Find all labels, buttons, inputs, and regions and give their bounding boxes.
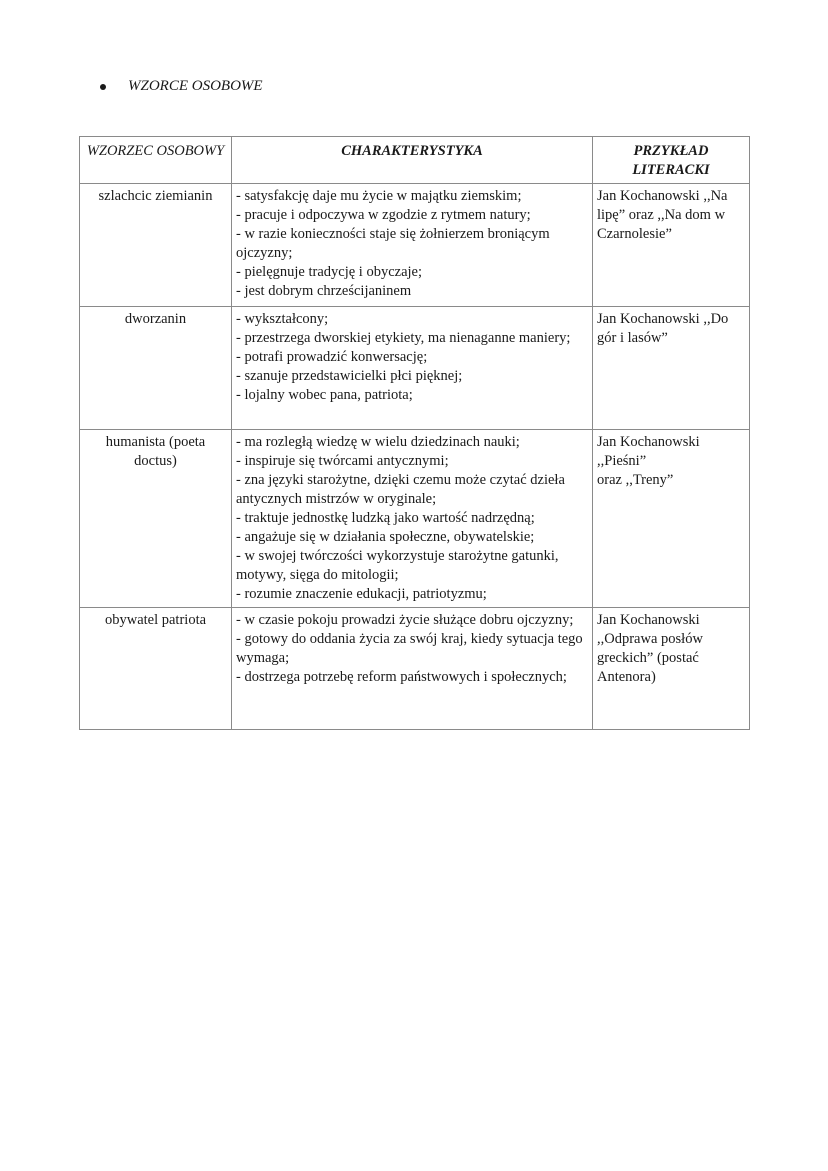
literary-example: [593, 430, 750, 608]
table-row: [80, 608, 750, 730]
trait-item: - lojalny wobec pana, patriota;: [236, 387, 413, 403]
trait-item: - ma rozległą wiedzę w wielu dziedzinach nauki;: [236, 434, 520, 450]
header-literary-example: PRZYKŁAD LITERACKI: [593, 137, 750, 184]
role-name: dworzanin: [80, 307, 232, 430]
section-heading: [100, 78, 263, 95]
traits-cell: [232, 307, 593, 430]
trait-item: - wykształcony;: [236, 311, 329, 327]
trait-item: - szanuje przedstawicielki płci pięknej;: [236, 368, 463, 384]
literary-example: Jan Kochanowski ,,Do gór i lasów”: [593, 307, 750, 430]
trait-item: - pracuje i odpoczywa w zgodzie z rytmem natury;: [236, 207, 531, 223]
trait-item: - satysfakcję daje mu życie w majątku ziemskim;: [236, 188, 522, 204]
trait-item: - w czasie pokoju prowadzi życie służące dobru ojczyzny;: [236, 612, 574, 628]
role-models-table: [79, 136, 750, 730]
trait-item: - pielęgnuje tradycję i obyczaje;: [236, 264, 422, 280]
trait-item: - dostrzega potrzebę reform państwowych i społecznych;: [236, 669, 567, 685]
trait-item: - potrafi prowadzić konwersację;: [236, 349, 428, 365]
header-characteristics: CHARAKTERYSTYKA: [232, 137, 593, 184]
trait-item: - angażuje się w działania społeczne, obywatelskie;: [236, 529, 535, 545]
trait-item: - rozumie znaczenie edukacji, patriotyzmu;: [236, 586, 487, 602]
literary-example: Jan Kochanowski ,,Na lipę” oraz ,,Na dom w Czarnolesie”: [593, 184, 750, 307]
table-row: [80, 430, 750, 608]
trait-item: - w swojej twórczości wykorzystuje starożytne gatunki, motywy, sięga do mitologii;: [236, 548, 559, 583]
traits-cell: [232, 608, 593, 730]
trait-item: - traktuje jednostkę ludzką jako wartość nadrzędną;: [236, 510, 535, 526]
table-row: [80, 184, 750, 307]
heading-text: WZORCE OSOBOWE: [128, 78, 263, 94]
bullet-icon: [100, 84, 106, 90]
trait-item: - gotowy do oddania życia za swój kraj, kiedy sytuacja tego wymaga;: [236, 631, 583, 666]
trait-item: - inspiruje się twórcami antycznymi;: [236, 453, 449, 469]
trait-item: - w razie konieczności staje się żołnierzem broniącym ojczyzny;: [236, 226, 550, 261]
role-name: szlachcic ziemianin: [80, 184, 232, 307]
trait-item: - zna języki starożytne, dzięki czemu może czytać dzieła antycznych mistrzów w oryginale;: [236, 472, 565, 507]
trait-item: - jest dobrym chrześcijaninem: [236, 283, 412, 299]
traits-cell: [232, 184, 593, 307]
example-line: oraz ,,Treny”: [597, 472, 674, 488]
trait-item: - przestrzega dworskiej etykiety, ma nienaganne maniery;: [236, 330, 571, 346]
header-role-model: WZORZEC OSOBOWY: [80, 137, 232, 184]
role-name: humanista (poeta doctus): [80, 430, 232, 608]
literary-example: Jan Kochanowski ,,Odprawa posłów greckich” (postać Antenora): [593, 608, 750, 730]
table-row: [80, 307, 750, 430]
table-header-row: [80, 137, 750, 184]
example-line: Jan Kochanowski ,,Pieśni”: [597, 434, 700, 469]
role-name: obywatel patriota: [80, 608, 232, 730]
traits-cell: [232, 430, 593, 608]
